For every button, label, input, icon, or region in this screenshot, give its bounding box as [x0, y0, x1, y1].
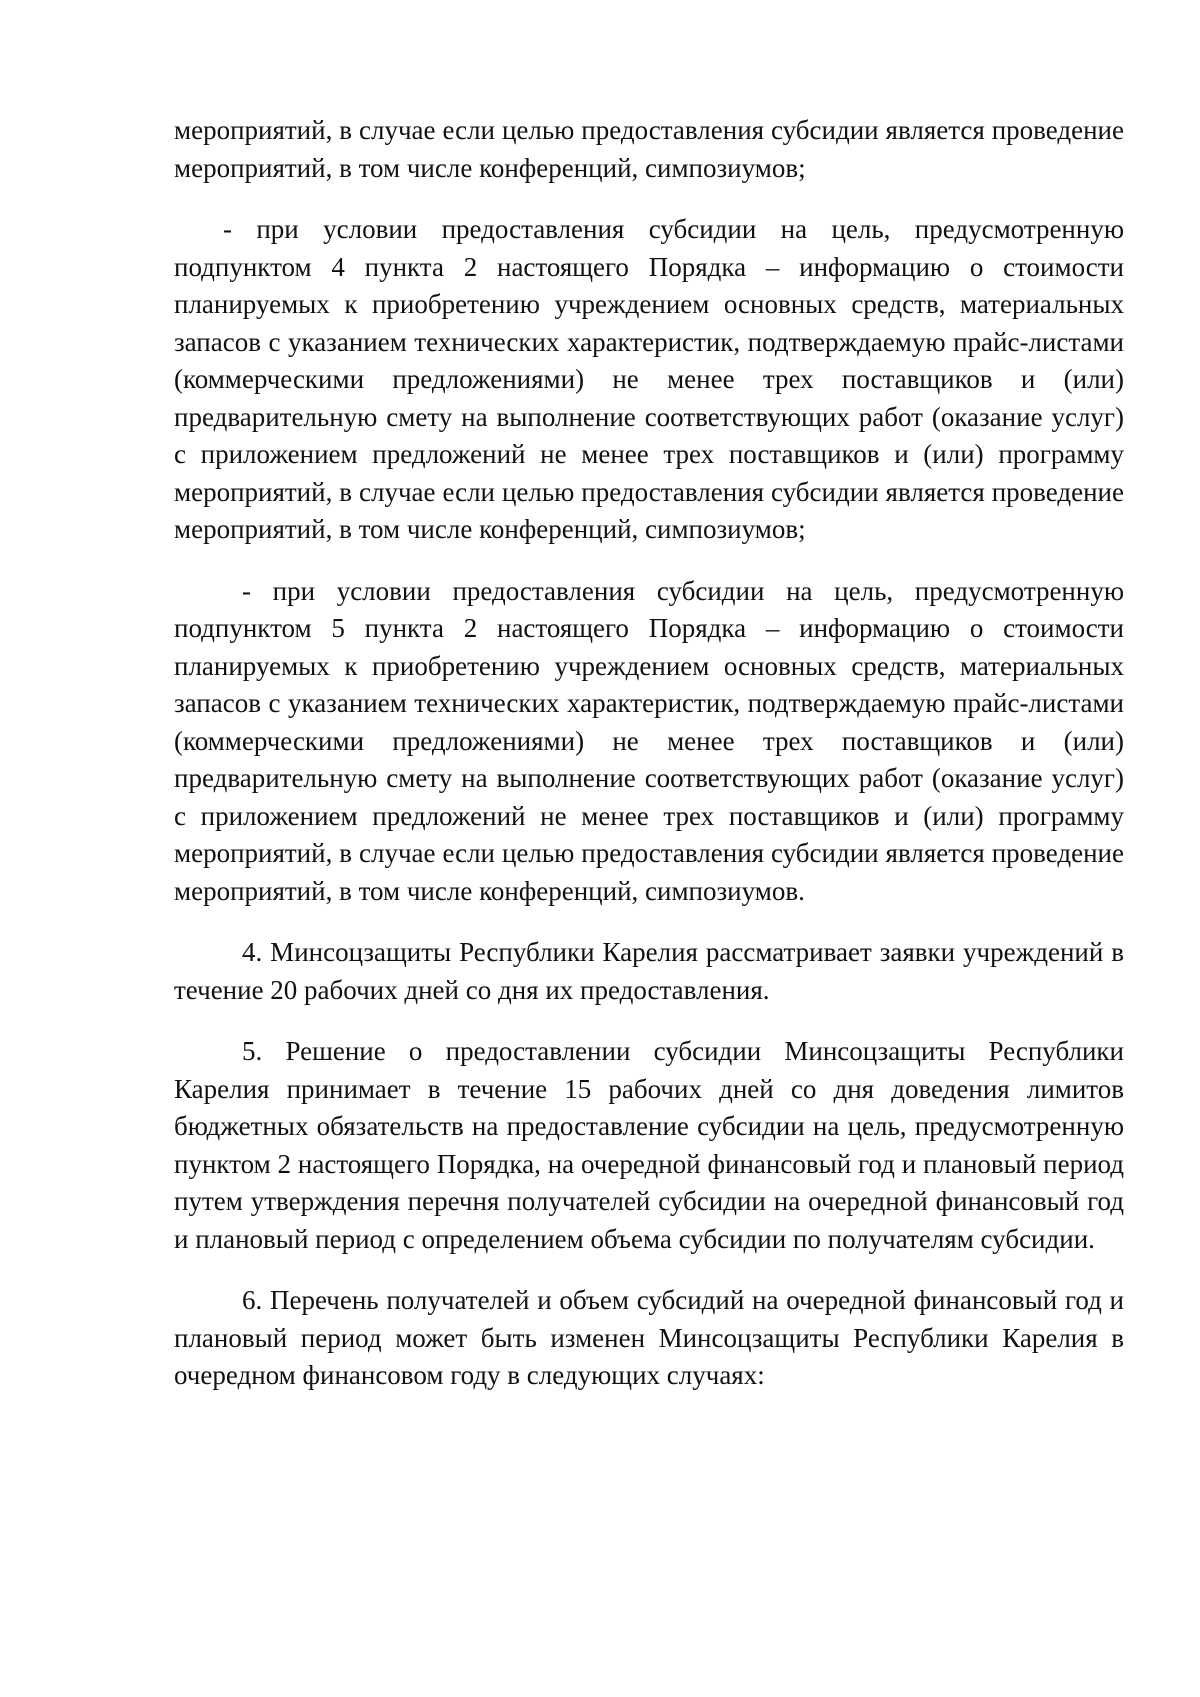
- paragraph-item-4: 4. Минсоцзащиты Республики Карелия рассматривает заявки учреждений в течение 20 рабочих дней со дня их предоставления.: [174, 937, 1124, 1005]
- paragraph-item-6: 6. Перечень получателей и объем субсидий на очередной финансовый год и плановый период может быть изменен Минсоцзащиты Республики Карелия в очередном финансовом году в следующих случаях:: [174, 1285, 1124, 1390]
- paragraph-subpoint-5: - при условии предоставления субсидии на цель, предусмотренную подпунктом 5 пункта 2 настоящего Порядка – информацию о стоимости планируемых к приобретению учреждением основных средств, материальных запасов с указанием технических характеристик, подтверждаемую прайс-листами (коммерческими предложениями) не менее трех поставщиков и (или) предварительную смету на выполнение соответствующих работ (оказание услуг) с приложением предложений не менее трех поставщиков и (или) программу мероприятий, в случае если целью предоставления субсидии является проведение мероприятий, в том числе конференций, симпозиумов.: [174, 575, 1124, 906]
- document-body: [174, 112, 1124, 1419]
- paragraph-item-5: 5. Решение о предоставлении субсидии Минсоцзащиты Республики Карелия принимает в течение 15 рабочих дней со дня доведения лимитов бюджетных обязательств на предоставление субсидии на цель, предусмотренную пунктом 2 настоящего Порядка, на очередной финансовый год и плановый период путем утверждения перечня получателей субсидии на очередной финансовый год и плановый период с определением объема субсидии по получателям субсидии.: [174, 1036, 1124, 1254]
- paragraph-subpoint-4: - при условии предоставления субсидии на цель, предусмотренную подпунктом 4 пункта 2 настоящего Порядка – информацию о стоимости планируемых к приобретению учреждением основных средств, материальных запасов с указанием технических характеристик, подтверждаемую прайс-листами (коммерческими предложениями) не менее трех поставщиков и (или) предварительную смету на выполнение соответствующих работ (оказание услуг) с приложением предложений не менее трех поставщиков и (или) программу мероприятий, в случае если целью предоставления субсидии является проведение мероприятий, в том числе конференций, симпозиумов;: [174, 214, 1124, 544]
- paragraph-continuation: мероприятий, в случае если целью предоставления субсидии является проведение мероприятий, в том числе конференций, симпозиумов;: [174, 115, 1124, 183]
